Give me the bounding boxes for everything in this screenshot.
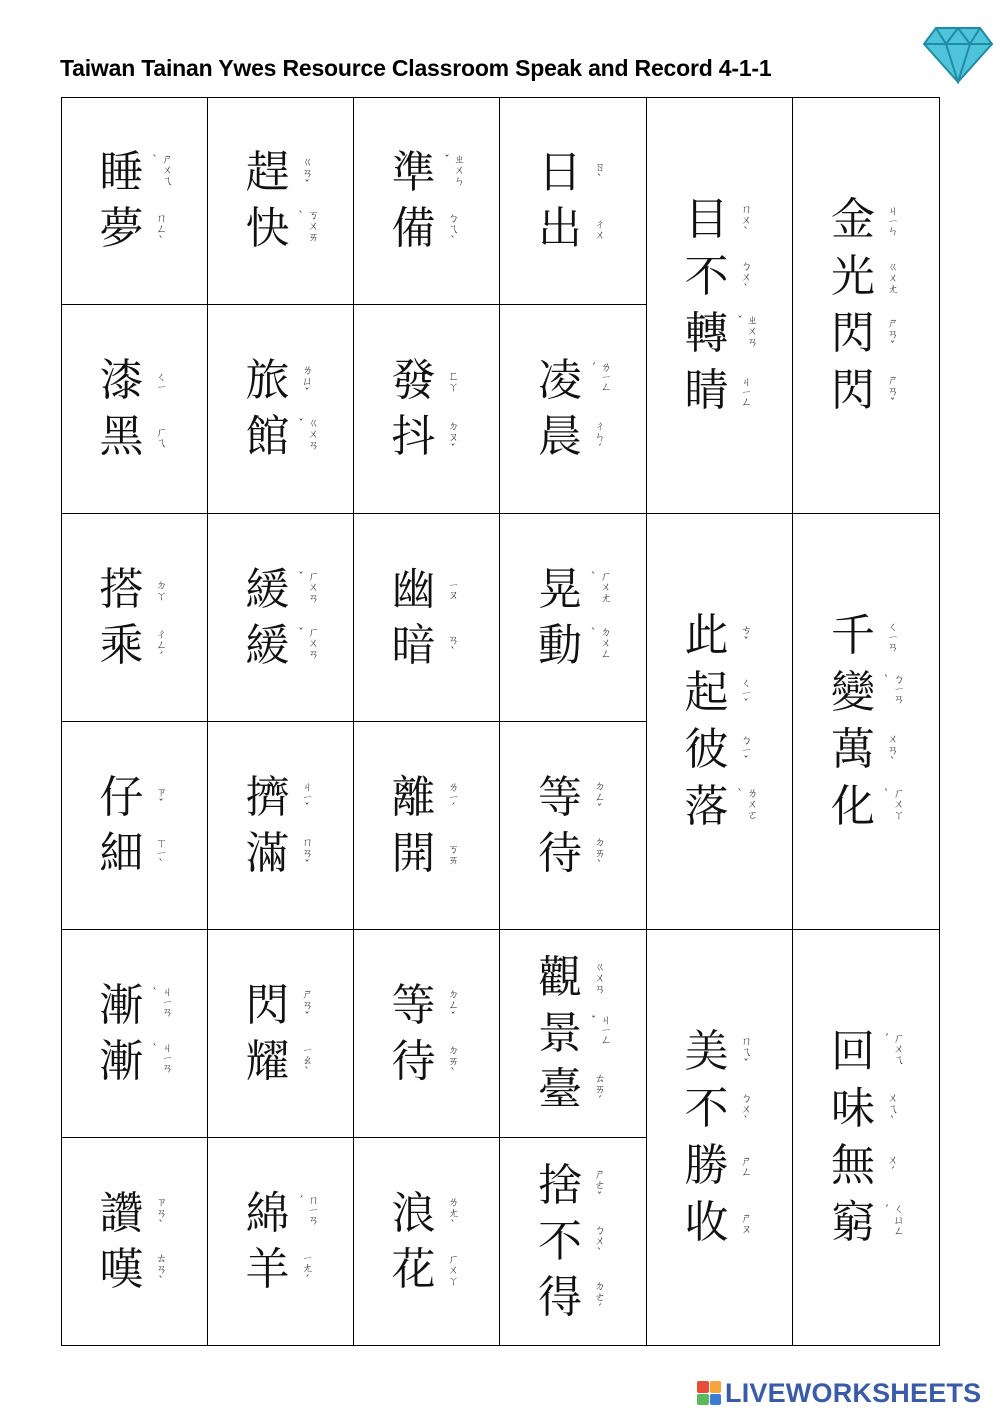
hanzi-character: 萬 <box>831 724 875 775</box>
zhuyin-annotation: ㄐㄧㄢˋ <box>148 1041 174 1073</box>
hanzi-character: 出 <box>538 203 582 254</box>
hanzi-character: 此 <box>684 610 729 661</box>
zhuyin-annotation: ㄉㄡˇ <box>446 419 460 455</box>
zhuyin-annotation: ㄏㄨㄟˊ <box>880 1032 905 1065</box>
hanzi-character: 金 <box>831 194 875 245</box>
hanzi-character: 晃 <box>538 563 582 615</box>
zhuyin-annotation: ㄓㄨㄣˇ <box>440 153 466 186</box>
hanzi-character: 旅 <box>245 355 290 406</box>
hanzi-character: 黑 <box>99 411 144 462</box>
hanzi-character: 開 <box>391 827 436 879</box>
hanzi-character: 起 <box>684 667 729 718</box>
zhuyin-annotation: ㄏㄨㄤˋ <box>587 569 612 603</box>
hanzi-character: 滿 <box>245 827 290 879</box>
vocab-card <box>61 929 208 1138</box>
hanzi-character: 景 <box>538 1007 582 1059</box>
hanzi-character: 漸 <box>99 979 144 1031</box>
hanzi-character: 抖 <box>391 411 436 462</box>
vocab-card <box>646 97 793 514</box>
zhuyin-annotation: ㄐㄧˇ <box>300 781 314 814</box>
vocab-card <box>499 721 647 930</box>
vocab-card <box>353 304 500 514</box>
vocab-card <box>792 97 940 514</box>
hanzi-character: 發 <box>391 355 436 406</box>
hanzi-character: 緩 <box>245 619 290 671</box>
zhuyin-annotation: ㄇㄥˋ <box>154 211 168 247</box>
hanzi-character: 館 <box>245 411 290 462</box>
zhuyin-annotation: ㄇㄢˇ <box>300 836 314 871</box>
hanzi-character: 漸 <box>99 1035 144 1087</box>
zhuyin-annotation: ㄉㄞˋ <box>593 836 606 871</box>
vocab-card <box>353 929 500 1138</box>
zhuyin-annotation: ㄉㄨㄥˋ <box>587 625 612 659</box>
hanzi-character: 變 <box>831 667 875 718</box>
zhuyin-annotation: ㄌㄧˊ <box>446 781 460 814</box>
hanzi-character: 搭 <box>99 563 144 615</box>
zhuyin-annotation: ㄊㄢˋ <box>154 1252 168 1287</box>
zhuyin-annotation: ㄕㄜˇ <box>593 1168 606 1203</box>
hanzi-character: 等 <box>391 979 436 1031</box>
zhuyin-annotation: ㄏㄟ <box>154 426 168 448</box>
hanzi-character: 趕 <box>245 147 290 198</box>
page-title: Taiwan Tainan Ywes Resource Classroom Speak and Record 4-1-1 <box>60 55 772 81</box>
vocab-card <box>61 513 208 722</box>
hanzi-character: 不 <box>684 1083 729 1134</box>
zhuyin-annotation: ㄏㄨㄚ <box>446 1253 460 1286</box>
hanzi-character: 暗 <box>391 619 436 671</box>
vocab-card <box>207 97 354 305</box>
zhuyin-annotation: ㄇㄨˋ <box>739 202 753 238</box>
vocab-card <box>207 304 354 514</box>
hanzi-character: 轉 <box>684 308 729 359</box>
hanzi-character: 美 <box>684 1026 729 1077</box>
vocab-card <box>61 97 208 305</box>
zhuyin-annotation: ㄑㄧˇ <box>739 676 753 710</box>
vocab-card <box>499 513 647 722</box>
vocab-card <box>207 513 354 722</box>
zhuyin-annotation: ㄗˇ <box>154 785 168 810</box>
zhuyin-annotation: ㄍㄨㄤ <box>886 260 899 294</box>
hanzi-character: 彼 <box>684 724 729 775</box>
vocab-card <box>207 1137 354 1346</box>
hanzi-character: 乘 <box>99 619 144 671</box>
hanzi-character: 快 <box>245 203 290 254</box>
zhuyin-annotation: ㄔㄣˊ <box>593 419 606 455</box>
vocab-card <box>353 721 500 930</box>
hanzi-character: 光 <box>831 251 875 302</box>
hanzi-character: 閃 <box>245 979 290 1031</box>
zhuyin-annotation: ㄘˇ <box>739 624 753 648</box>
zhuyin-annotation: ㄉㄚ <box>154 578 168 601</box>
vocab-card <box>646 929 793 1346</box>
zhuyin-annotation: ㄍㄨㄢ <box>593 961 606 994</box>
hanzi-character: 待 <box>538 827 582 879</box>
zhuyin-annotation: ㄌㄩˇ <box>300 363 314 399</box>
zhuyin-annotation: ㄒㄧˋ <box>154 837 168 870</box>
hanzi-character: 睛 <box>684 365 729 416</box>
hanzi-character: 收 <box>684 1197 729 1248</box>
hanzi-character: 得 <box>538 1271 582 1323</box>
zhuyin-annotation: ㄕㄢˇ <box>300 988 314 1023</box>
vocabulary-grid <box>61 97 939 1345</box>
hanzi-character: 耀 <box>245 1035 290 1087</box>
hanzi-character: 待 <box>391 1035 436 1087</box>
hanzi-character: 幽 <box>391 563 436 615</box>
hanzi-character: 千 <box>831 610 875 661</box>
diamond-icon <box>922 24 994 84</box>
vocab-card <box>207 929 354 1138</box>
hanzi-character: 花 <box>391 1243 436 1295</box>
zhuyin-annotation: ㄧㄠˋ <box>300 1045 314 1078</box>
hanzi-character: 勝 <box>684 1140 729 1191</box>
zhuyin-annotation: ㄕㄢˇ <box>886 316 899 352</box>
zhuyin-annotation: ㄉㄥˇ <box>593 780 606 815</box>
hanzi-character: 夢 <box>99 203 144 254</box>
hanzi-character: 回 <box>831 1026 875 1077</box>
zhuyin-annotation: ㄑㄧㄢ <box>886 620 899 652</box>
hanzi-character: 漆 <box>99 355 144 406</box>
liveworksheets-logo-icon <box>697 1381 721 1405</box>
hanzi-character: 窮 <box>831 1197 875 1248</box>
footer-brand-text: LIVEWORKSHEETS <box>725 1377 982 1408</box>
hanzi-character: 閃 <box>831 365 875 416</box>
footer-brand <box>697 1376 981 1410</box>
zhuyin-annotation: ㄕㄡ <box>739 1212 753 1234</box>
hanzi-character: 捨 <box>538 1159 582 1211</box>
hanzi-character: 緩 <box>245 563 290 615</box>
vocab-card <box>61 1137 208 1346</box>
zhuyin-annotation: ㄐㄧㄥˇ <box>587 1013 612 1045</box>
hanzi-character: 凌 <box>538 355 582 406</box>
vocab-card <box>792 513 940 930</box>
zhuyin-annotation: ㄔㄨ <box>593 218 606 240</box>
vocab-card <box>499 929 647 1138</box>
hanzi-character: 化 <box>831 781 875 832</box>
hanzi-character: 等 <box>538 771 582 823</box>
vocab-card <box>499 97 647 305</box>
zhuyin-annotation: ㄓㄨㄢˇ <box>733 314 759 347</box>
vocab-card <box>207 721 354 930</box>
zhuyin-annotation: ㄨㄢˋ <box>886 732 899 768</box>
zhuyin-annotation: ㄖˋ <box>593 161 606 185</box>
zhuyin-annotation: ㄅㄟˋ <box>446 211 460 247</box>
zhuyin-annotation: ㄔㄥˊ <box>154 628 168 663</box>
zhuyin-annotation: ㄑㄩㄥˊ <box>880 1203 905 1236</box>
zhuyin-annotation: ㄎㄞ <box>446 842 460 865</box>
zhuyin-annotation: ㄕㄢˇ <box>886 373 899 409</box>
hanzi-character: 準 <box>391 147 436 198</box>
hanzi-character: 讚 <box>99 1187 144 1239</box>
zhuyin-annotation: ㄌㄧㄥˊ <box>587 361 612 392</box>
vocab-card <box>499 304 647 514</box>
hanzi-character: 綿 <box>245 1187 290 1239</box>
vocab-card <box>353 97 500 305</box>
hanzi-character: 動 <box>538 619 582 671</box>
vocab-card <box>353 513 500 722</box>
zhuyin-annotation: ㄎㄨㄞˋ <box>294 209 320 242</box>
zhuyin-annotation: ㄨˊ <box>886 1154 899 1178</box>
zhuyin-annotation: ㄑㄧ <box>154 371 168 391</box>
zhuyin-annotation: ㄅㄨˋ <box>593 1224 606 1259</box>
zhuyin-annotation: ㄨㄟˋ <box>886 1091 899 1127</box>
vocab-card <box>499 1137 647 1346</box>
zhuyin-annotation: ㄉㄜˊ <box>593 1280 606 1315</box>
zhuyin-annotation: ㄌㄤˋ <box>446 1196 460 1231</box>
hanzi-character: 睡 <box>99 147 144 198</box>
hanzi-character: 仔 <box>99 771 144 823</box>
zhuyin-annotation: ㄇㄟˇ <box>739 1034 753 1070</box>
hanzi-character: 細 <box>99 827 144 879</box>
zhuyin-annotation: ㄏㄨㄚˋ <box>880 787 905 820</box>
vocab-card <box>792 929 940 1346</box>
zhuyin-annotation: ㄅㄨˋ <box>739 1091 753 1127</box>
zhuyin-annotation: ㄏㄨㄢˇ <box>294 625 320 659</box>
zhuyin-annotation: ㄧㄤˊ <box>300 1253 314 1286</box>
zhuyin-annotation: ㄐㄧㄣ <box>886 204 899 236</box>
zhuyin-annotation: ㄉㄥˇ <box>446 988 460 1023</box>
hanzi-character: 浪 <box>391 1187 436 1239</box>
vocab-card <box>61 721 208 930</box>
hanzi-character: 羊 <box>245 1243 290 1295</box>
zhuyin-annotation: ㄈㄚ <box>446 370 460 392</box>
zhuyin-annotation: ㄍㄨㄢˇ <box>294 417 320 450</box>
hanzi-character: 晨 <box>538 411 582 462</box>
zhuyin-annotation: ㄐㄧㄢˋ <box>148 985 174 1017</box>
zhuyin-annotation: ㄐㄧㄥ <box>739 375 753 407</box>
vocab-card <box>61 304 208 514</box>
vocab-card <box>353 1137 500 1346</box>
zhuyin-annotation: ㄅㄧˇ <box>739 733 753 767</box>
zhuyin-annotation: ㄕㄥ <box>739 1155 753 1177</box>
zhuyin-annotation: ㄗㄢˋ <box>154 1196 168 1231</box>
hanzi-character: 不 <box>684 251 729 302</box>
hanzi-character: 目 <box>684 194 729 245</box>
hanzi-character: 閃 <box>831 308 875 359</box>
zhuyin-annotation: ㄏㄨㄢˇ <box>294 569 320 603</box>
hanzi-character: 臺 <box>538 1063 582 1115</box>
vocab-card <box>646 513 793 930</box>
hanzi-character: 離 <box>391 771 436 823</box>
hanzi-character: 落 <box>684 781 729 832</box>
zhuyin-annotation: ㄌㄨㄛˋ <box>733 787 759 820</box>
hanzi-character: 嘆 <box>99 1243 144 1295</box>
zhuyin-annotation: ㄢˋ <box>446 633 460 658</box>
hanzi-character: 觀 <box>538 951 582 1003</box>
hanzi-character: 備 <box>391 203 436 254</box>
zhuyin-annotation: ㄊㄞˊ <box>593 1072 606 1107</box>
zhuyin-annotation: ㄧㄡ <box>446 579 460 600</box>
zhuyin-annotation: ㄅㄨˋ <box>739 259 753 295</box>
hanzi-character: 擠 <box>245 771 290 823</box>
zhuyin-annotation: ㄇㄧㄢˊ <box>294 1193 320 1225</box>
zhuyin-annotation: ㄉㄞˋ <box>446 1044 460 1079</box>
hanzi-character: 日 <box>538 147 582 198</box>
zhuyin-annotation: ㄍㄢˇ <box>300 155 314 191</box>
hanzi-character: 不 <box>538 1215 582 1267</box>
zhuyin-annotation: ㄕㄨㄟˋ <box>148 153 174 186</box>
hanzi-character: 味 <box>831 1083 875 1134</box>
hanzi-character: 無 <box>831 1140 875 1191</box>
zhuyin-annotation: ㄅㄧㄢˋ <box>880 673 905 704</box>
